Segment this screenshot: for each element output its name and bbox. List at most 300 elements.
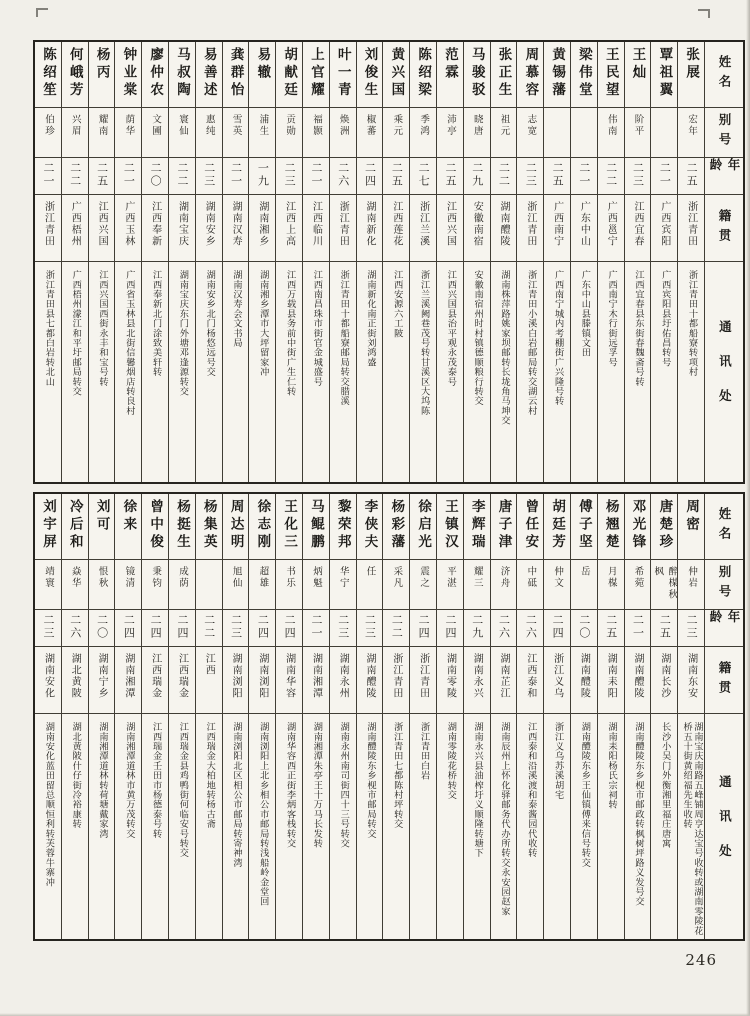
native-place-cell: 江西奉新: [142, 195, 168, 262]
address-cell: 湖南新化南正街刘鸿盛: [364, 270, 376, 367]
name-cell: 杨挺生: [169, 494, 195, 560]
alias-cell: 华宁: [330, 560, 356, 610]
age-cell: 二九: [464, 610, 490, 647]
age-cell: 二三: [35, 610, 61, 647]
name-cell: 徐志刚: [249, 494, 275, 560]
address-cell: 湖南永州南司街四十三号转交: [338, 722, 350, 849]
row-label-age: 年龄: [705, 610, 743, 647]
name-cell: 邓光锋: [625, 494, 651, 560]
age-cell: 二六: [330, 158, 356, 195]
alias-cell: 岳: [571, 560, 597, 610]
native-place-cell: 广西梧州: [62, 195, 88, 262]
native-place-cell: 湖南醴陵: [357, 647, 383, 714]
address-cell: 浙江青田白岩: [418, 722, 430, 781]
alias-cell: 任: [357, 560, 383, 610]
person-column: [88, 494, 115, 939]
native-place-cell: 湖南宝庆: [169, 195, 195, 262]
address-cell: 湖南永兴县油榨圩义顺隆转塘下: [472, 722, 484, 858]
address-cell: 湖南湘乡潭市大坪留家冲: [257, 270, 269, 377]
age-cell: 二五: [437, 158, 463, 195]
row-label-column: [704, 42, 743, 482]
address-cell: 浙江青田小溪白岩邮局转交湖云村: [525, 270, 537, 416]
native-place-cell: 湖南安乡: [196, 195, 222, 262]
age-cell: 二二: [491, 158, 517, 195]
name-cell: 王民望: [598, 42, 624, 108]
person-column: [409, 494, 436, 939]
person-column: [382, 494, 409, 939]
age-cell: 二一: [625, 610, 651, 647]
alias-cell: 乘元: [383, 108, 409, 158]
native-place-cell: 江西宜春: [625, 195, 651, 262]
native-place-cell: 广西玉林: [115, 195, 141, 262]
name-cell: 杨彩藩: [383, 494, 409, 560]
address-cell: 江西奉新北门涂致美轩转: [150, 270, 162, 377]
person-column: [329, 494, 356, 939]
person-column: [302, 494, 329, 939]
row-label-name: 姓名: [705, 42, 743, 108]
age-cell: 二六: [491, 610, 517, 647]
alias-cell: 贡勋: [276, 108, 302, 158]
native-place-cell: 浙江青田: [383, 647, 409, 714]
alias-cell: 雪英: [223, 108, 249, 158]
address-cell: 湖南安乡北门杨悠远号交: [204, 270, 216, 377]
age-cell: 一九: [249, 158, 275, 195]
native-place-cell: 湖北黄陂: [62, 647, 88, 714]
alias-cell: 椒蕃: [357, 108, 383, 158]
address-cell: 湖南浏阳上北乡相公市邮局转浅船岭金堂回: [257, 722, 269, 907]
address-cell: 湖南耒阳杨氏宗祠转: [606, 722, 618, 810]
person-column: [650, 42, 677, 482]
native-place-cell: 湖南醴陵: [491, 195, 517, 262]
person-column: [382, 42, 409, 482]
name-cell: 龚群怡: [223, 42, 249, 108]
alias-cell: 耀三: [464, 560, 490, 610]
name-cell: 唐子津: [491, 494, 517, 560]
age-cell: 二五: [89, 158, 115, 195]
name-cell: 范霖: [437, 42, 463, 108]
native-place-cell: 湖南芷江: [491, 647, 517, 714]
address-cell: 湖南宝庆南路五峰铺周亨达宝号收转或湖南零陵花桥五十街黄绍福先生收转: [681, 722, 703, 936]
address-cell: 湖南株萍路姚家坝邮转长垅角马坤交: [498, 270, 510, 426]
address-cell: 安徽南宿州时村镇德顺粮行转交: [472, 270, 484, 406]
person-column: [490, 494, 517, 939]
alias-cell: 惠纯: [196, 108, 222, 158]
native-place-cell: 江西莲花: [383, 195, 409, 262]
age-cell: 二一: [115, 158, 141, 195]
alias-cell: 采凡: [383, 560, 409, 610]
name-cell: 叶一青: [330, 42, 356, 108]
person-column: [543, 42, 570, 482]
person-column: [302, 42, 329, 482]
row-label-alias: 别号: [705, 560, 743, 610]
alias-cell: 成荫: [169, 560, 195, 610]
scan-edge-shadow: [746, 0, 750, 1016]
alias-cell: 晓唐: [464, 108, 490, 158]
alias-cell: 恨秋: [89, 560, 115, 610]
native-place-cell: 湖南醴陵: [625, 647, 651, 714]
age-cell: 二三: [330, 610, 356, 647]
person-column: [275, 42, 302, 482]
address-cell: 湖南湘潭道林市黄万茂转交: [123, 722, 135, 839]
alias-cell: 焱华: [62, 560, 88, 610]
alias-cell: 靖寰: [35, 560, 61, 610]
name-cell: 黎荣邦: [330, 494, 356, 560]
native-place-cell: 湖南永州: [330, 647, 356, 714]
name-cell: 胡廷芳: [544, 494, 570, 560]
native-place-cell: 广西邕宁: [598, 195, 624, 262]
person-column: [436, 42, 463, 482]
person-column: [141, 494, 168, 939]
person-column: [61, 494, 88, 939]
name-cell: 曾任安: [517, 494, 543, 560]
address-cell: 江西兴国西街永丰和宝号转: [97, 270, 108, 387]
alias-cell: [196, 560, 222, 610]
name-cell: 覃祖翼: [651, 42, 677, 108]
native-place-cell: 江西瑞金: [142, 647, 168, 714]
age-cell: 二七: [410, 158, 436, 195]
name-cell: 廖仲农: [142, 42, 168, 108]
address-cell: 广西宾阳县圩佑昌转号: [659, 270, 671, 367]
address-cell: 浙江义乌苏溪胡宅: [552, 722, 564, 800]
native-place-cell: 广西南宁: [544, 195, 570, 262]
alias-cell: 福颢: [303, 108, 329, 158]
native-place-cell: 广东中山: [571, 195, 597, 262]
page-number: 246: [685, 951, 717, 969]
name-cell: 王灿: [625, 42, 651, 108]
address-cell: 湖南华容西正街李炳客栈转交: [284, 722, 296, 849]
address-cell: 湖南安化蓝田留总顺恒利转芙蓉牛寨冲: [43, 722, 55, 887]
person-column: [195, 42, 222, 482]
alias-cell: 仲岩: [678, 560, 704, 610]
person-column: [463, 42, 490, 482]
address-cell: 江西瑞金大柏地转杨古斋: [204, 722, 216, 829]
age-cell: 二一: [303, 610, 329, 647]
age-cell: 二二: [598, 158, 624, 195]
native-place-cell: 浙江青田: [35, 195, 61, 262]
age-cell: 二五: [651, 610, 677, 647]
age-cell: 二二: [62, 158, 88, 195]
alias-cell: [651, 108, 677, 158]
native-place-cell: 湖南湘潭: [303, 647, 329, 714]
address-cell: 湖南湘潭朱亭王十万马长发转: [311, 722, 323, 849]
alias-cell: 宏年: [678, 108, 704, 158]
directory-table-top: [33, 40, 745, 484]
alias-cell: 浦生: [249, 108, 275, 158]
name-cell: 杨集英: [196, 494, 222, 560]
person-column: [88, 42, 115, 482]
age-cell: 二二: [196, 610, 222, 647]
person-column: [222, 42, 249, 482]
age-cell: 二四: [544, 610, 570, 647]
name-cell: 周密: [678, 494, 704, 560]
native-place-cell: 湖南浏阳: [223, 647, 249, 714]
name-cell: 张正生: [491, 42, 517, 108]
age-cell: 二三: [678, 610, 704, 647]
age-cell: 二四: [115, 610, 141, 647]
address-cell: 浙江青田十都船寮转项村: [686, 270, 698, 377]
age-cell: 二四: [169, 610, 195, 647]
age-cell: 二六: [62, 610, 88, 647]
age-cell: 二一: [223, 158, 249, 195]
address-cell: 湖南汉寿会文书局: [230, 270, 242, 348]
person-column: [248, 42, 275, 482]
native-place-cell: 湖南零陵: [437, 647, 463, 714]
address-cell: 湖南宝庆东门外塘邓逢源转交: [177, 270, 189, 397]
native-place-cell: 江西: [196, 647, 222, 714]
name-cell: 胡献廷: [276, 42, 302, 108]
person-column: [409, 42, 436, 482]
alias-cell: 志宽: [517, 108, 543, 158]
native-place-cell: 湖南耒阳: [598, 647, 624, 714]
alias-cell: 荫华: [115, 108, 141, 158]
person-column: [543, 494, 570, 939]
alias-cell: 阶平: [625, 108, 651, 158]
address-cell: 广西南宁木行街远孚号: [606, 270, 618, 367]
alias-cell: 镜清: [115, 560, 141, 610]
person-column: [195, 494, 222, 939]
name-cell: 梁伟堂: [571, 42, 597, 108]
alias-cell: 旭仙: [223, 560, 249, 610]
native-place-cell: 江西兴国: [89, 195, 115, 262]
alias-cell: 寰仙: [169, 108, 195, 158]
age-cell: 二五: [678, 158, 704, 195]
name-cell: 易善述: [196, 42, 222, 108]
age-cell: 二四: [410, 610, 436, 647]
person-column: [597, 42, 624, 482]
native-place-cell: 浙江青田: [517, 195, 543, 262]
address-cell: 湖南醴陵东乡王仙镇傅来信号转交: [579, 722, 591, 868]
alias-cell: 伯珍: [35, 108, 61, 158]
native-place-cell: 广西宾阳: [651, 195, 677, 262]
name-cell: 陈绍梁: [410, 42, 436, 108]
name-cell: 马叔陶: [169, 42, 195, 108]
age-cell: 二一: [35, 158, 61, 195]
age-cell: 二一: [651, 158, 677, 195]
alias-cell: 书乐: [276, 560, 302, 610]
native-place-cell: 湖南浏阳: [249, 647, 275, 714]
native-place-cell: 江西瑞金: [169, 647, 195, 714]
row-label-name: 姓名: [705, 494, 743, 560]
native-place-cell: 安徽南宿: [464, 195, 490, 262]
address-cell: 浙江青田十都船寮邮局转交腊溪: [338, 270, 350, 406]
name-cell: 钟业棠: [115, 42, 141, 108]
alias-cell: 醉楳秋枫: [651, 560, 677, 610]
row-label-address: 通讯处: [717, 774, 733, 879]
name-cell: 李辉瑞: [464, 494, 490, 560]
name-cell: 刘可: [89, 494, 115, 560]
address-cell: 长沙小吴门外衡湘里福庄唐寓: [659, 722, 671, 849]
alias-cell: 伟南: [598, 108, 624, 158]
alias-cell: 仲文: [544, 560, 570, 610]
address-cell: 江西泰和沿溪渡和泰酱园代收转: [525, 722, 537, 858]
age-cell: 二五: [598, 610, 624, 647]
age-cell: 二三: [625, 158, 651, 195]
name-cell: 杨丙: [89, 42, 115, 108]
name-cell: 王化三: [276, 494, 302, 560]
person-column: [114, 494, 141, 939]
native-place-cell: 湖南湘潭: [115, 647, 141, 714]
address-cell: 广西南宁城内考棚街广兴隆号转: [552, 270, 564, 406]
alias-cell: 中砥: [517, 560, 543, 610]
age-cell: 二四: [357, 158, 383, 195]
address-cell: 江西瑞金县鸡鸭街何临安号转交: [177, 722, 189, 858]
person-column: [356, 494, 383, 939]
person-column: [114, 42, 141, 482]
name-cell: 马鲲鹏: [303, 494, 329, 560]
person-column: [650, 494, 677, 939]
directory-table-bottom: [33, 492, 745, 941]
native-place-cell: 江西临川: [303, 195, 329, 262]
age-cell: 二〇: [142, 158, 168, 195]
native-place-cell: 湖南长沙: [651, 647, 677, 714]
address-cell: 江西瑞金壬田市杨德泰号转: [150, 722, 162, 839]
alias-cell: 祖元: [491, 108, 517, 158]
person-column: [570, 494, 597, 939]
age-cell: 二四: [249, 610, 275, 647]
native-place-cell: 湖南永兴: [464, 647, 490, 714]
native-place-cell: 浙江青田: [330, 195, 356, 262]
scan-corner-mark: [36, 8, 48, 17]
native-place-cell: 湖南湘乡: [249, 195, 275, 262]
person-column: [624, 42, 651, 482]
name-cell: 刘宇屏: [35, 494, 61, 560]
name-cell: 易辙: [249, 42, 275, 108]
age-cell: 二四: [437, 610, 463, 647]
name-cell: 徐来: [115, 494, 141, 560]
person-column: [222, 494, 249, 939]
person-column: [35, 42, 61, 482]
row-label-native: 籍贯: [705, 647, 743, 714]
address-cell: 湖南湘潭道林转荷塘戴家湾: [97, 722, 108, 839]
person-column: [141, 42, 168, 482]
address-cell: 湖南醴陵东乡枧市邮局转交: [364, 722, 376, 839]
name-cell: 马骏驳: [464, 42, 490, 108]
age-cell: 二九: [464, 158, 490, 195]
alias-cell: 焕洲: [330, 108, 356, 158]
native-place-cell: 湖南醴陵: [571, 647, 597, 714]
alias-cell: 希菀: [625, 560, 651, 610]
name-cell: 曾中俊: [142, 494, 168, 560]
alias-cell: 济舟: [491, 560, 517, 610]
address-cell: 浙江青田县七都白岩转北山: [43, 270, 55, 387]
name-cell: 周达明: [223, 494, 249, 560]
age-cell: 二三: [223, 610, 249, 647]
address-cell: 江西万载县务前中街广生仁转: [284, 270, 296, 397]
age-cell: 二〇: [571, 610, 597, 647]
alias-cell: [544, 108, 570, 158]
alias-cell: 炳魁: [303, 560, 329, 610]
person-column: [168, 42, 195, 482]
alias-cell: 平湛: [437, 560, 463, 610]
address-cell: 广东中山县滕镇文田: [579, 270, 591, 358]
address-cell: 湖南醴陵东乡枧市邮政转枫树坪路义发号交: [632, 722, 644, 907]
name-cell: 冷后和: [62, 494, 88, 560]
age-cell: 二二: [169, 158, 195, 195]
age-cell: 二五: [544, 158, 570, 195]
age-cell: 二〇: [89, 610, 115, 647]
alias-cell: 文圃: [142, 108, 168, 158]
person-column: [677, 42, 704, 482]
name-cell: 黄锡藩: [544, 42, 570, 108]
age-cell: 二三: [276, 158, 302, 195]
native-place-cell: 浙江义乌: [544, 647, 570, 714]
person-column: [248, 494, 275, 939]
name-cell: 徐启光: [410, 494, 436, 560]
alias-cell: 沛亭: [437, 108, 463, 158]
age-cell: 二二: [383, 610, 409, 647]
age-cell: 二三: [196, 158, 222, 195]
row-label-column: [704, 494, 743, 939]
alias-cell: 震之: [410, 560, 436, 610]
name-cell: 何峨芳: [62, 42, 88, 108]
name-cell: 杨翘楚: [598, 494, 624, 560]
address-cell: 广西梧州濛江和平圩邮局转交: [70, 270, 82, 397]
name-cell: 上官耀: [303, 42, 329, 108]
native-place-cell: 江西上高: [276, 195, 302, 262]
address-cell: 江西安源六工陂: [391, 270, 403, 338]
person-column: [490, 42, 517, 482]
person-column: [597, 494, 624, 939]
age-cell: 二五: [383, 158, 409, 195]
person-column: [624, 494, 651, 939]
alias-cell: [571, 108, 597, 158]
address-cell: 湖南零陵花桥转交: [445, 722, 457, 800]
native-place-cell: 浙江青田: [678, 195, 704, 262]
alias-cell: 月楳: [598, 560, 624, 610]
person-column: [516, 42, 543, 482]
person-column: [61, 42, 88, 482]
row-label-address: 通讯处: [717, 320, 733, 424]
address-cell: 广西省玉林县北街信馨烟店转良村: [123, 270, 135, 416]
row-label-alias: 别号: [705, 108, 743, 158]
age-cell: 二三: [357, 610, 383, 647]
scan-corner-mark: [698, 9, 710, 18]
row-label-native: 籍贯: [705, 195, 743, 262]
age-cell: 二四: [142, 610, 168, 647]
name-cell: 唐楚珍: [651, 494, 677, 560]
name-cell: 周慕容: [517, 42, 543, 108]
name-cell: 傅子坚: [571, 494, 597, 560]
native-place-cell: 江西兴国: [437, 195, 463, 262]
address-cell: 浙江兰溪阙巷茂号转甘溪区大坞陈: [418, 270, 430, 416]
name-cell: 黄兴国: [383, 42, 409, 108]
native-place-cell: 湖南华容: [276, 647, 302, 714]
alias-cell: 季鸿: [410, 108, 436, 158]
person-column: [35, 494, 61, 939]
address-cell: 浙江青田七都陈村坪转交: [391, 722, 403, 829]
age-cell: 二一: [571, 158, 597, 195]
row-label-age: 年龄: [705, 158, 743, 195]
age-cell: 二一: [303, 158, 329, 195]
name-cell: 王镇汉: [437, 494, 463, 560]
native-place-cell: 浙江兰溪: [410, 195, 436, 262]
name-cell: 张展: [678, 42, 704, 108]
native-place-cell: 湖南宁乡: [89, 647, 115, 714]
native-place-cell: 湖南东安: [678, 647, 704, 714]
person-column: [463, 494, 490, 939]
alias-cell: 兴眉: [62, 108, 88, 158]
native-place-cell: 浙江青田: [410, 647, 436, 714]
alias-cell: 超雄: [249, 560, 275, 610]
native-place-cell: 湖南安化: [35, 647, 61, 714]
native-place-cell: 湖南汉寿: [223, 195, 249, 262]
person-column: [275, 494, 302, 939]
name-cell: 李侠夫: [357, 494, 383, 560]
person-column: [168, 494, 195, 939]
native-place-cell: 湖南新化: [357, 195, 383, 262]
person-column: [436, 494, 463, 939]
native-place-cell: 江西泰和: [517, 647, 543, 714]
